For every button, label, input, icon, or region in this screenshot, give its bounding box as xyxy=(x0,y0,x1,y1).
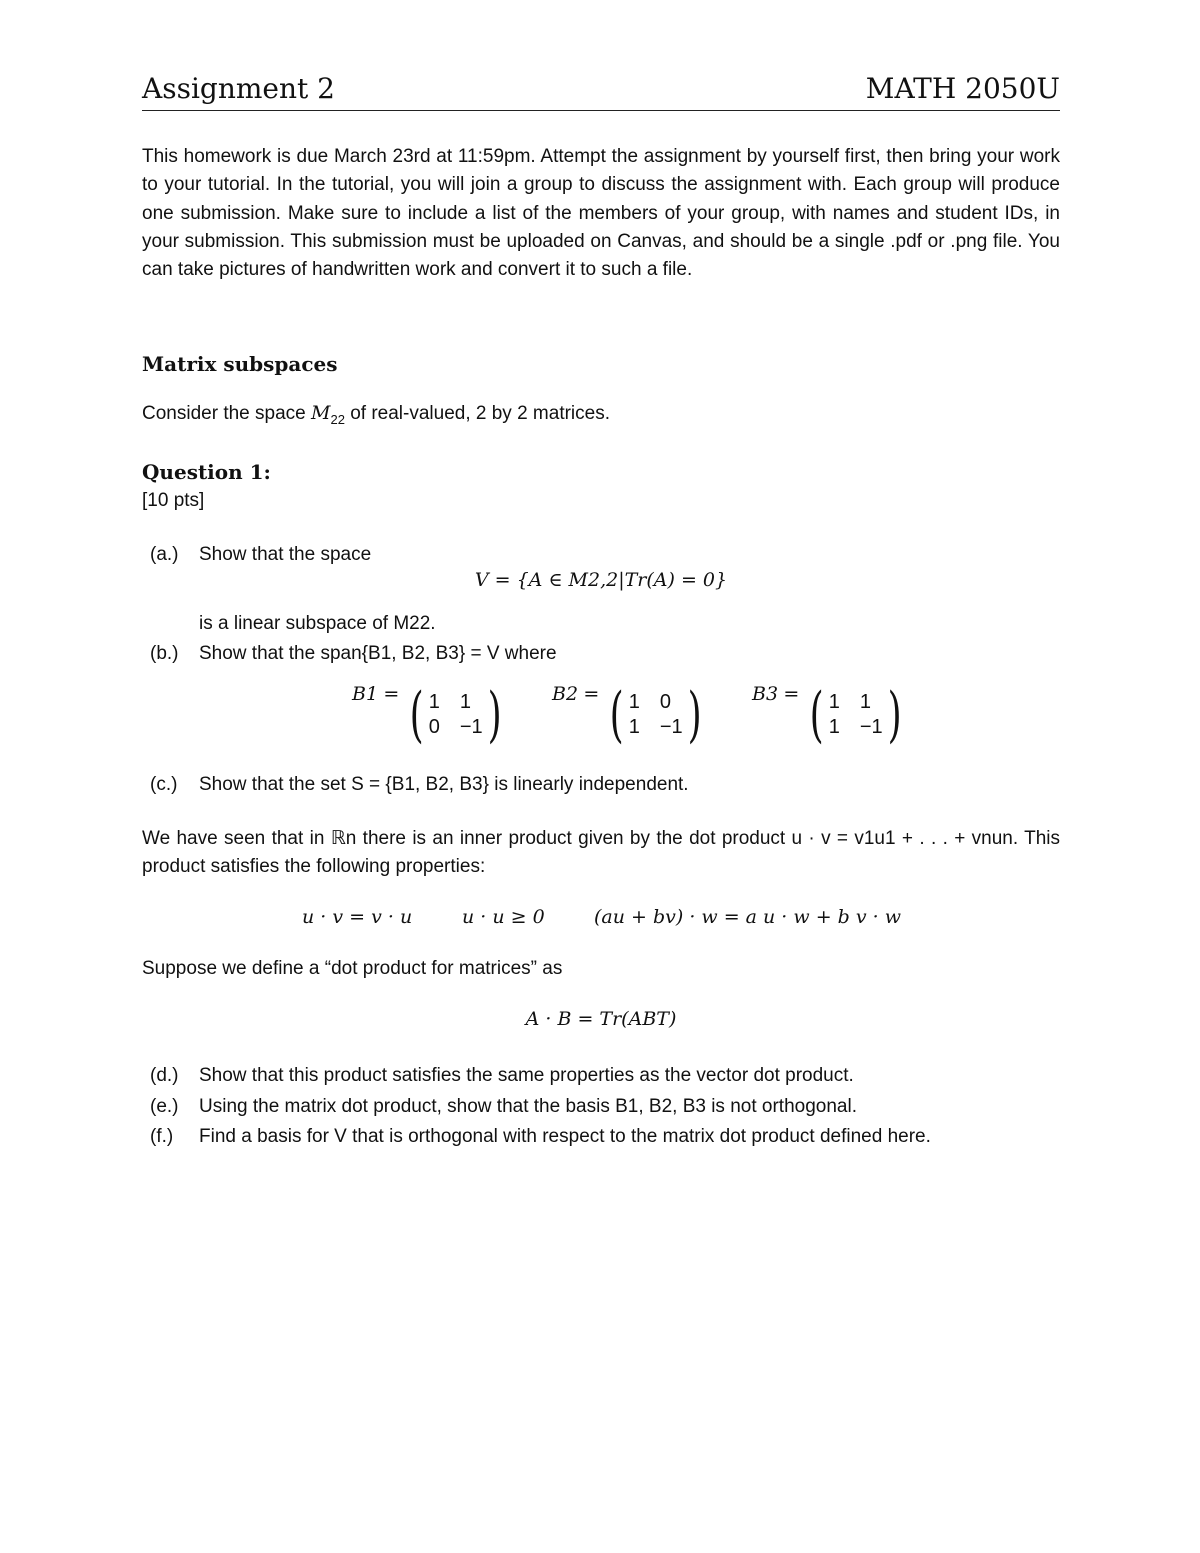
matrix-b1: B1 = ( 1 1 0 −1 ) xyxy=(352,680,502,750)
matrices-row xyxy=(352,680,912,755)
part-c-text: Show that the set S = {B1, B2, B3} is linearly independent. xyxy=(199,774,689,795)
part-d-text: Show that this product satisfies the same properties as the vector dot product. xyxy=(199,1065,854,1086)
matrix-dot-equation: A · B = Tr(ABT) xyxy=(525,1008,677,1030)
part-a-text: Show that the space xyxy=(199,544,372,565)
part-e-text: Using the matrix dot product, show that the basis B1, B2, B3 is not orthogonal. xyxy=(199,1096,857,1117)
property-positive: u · u ≥ 0 xyxy=(462,906,545,928)
part-b-text: Show that the span{B1, B2, B3} = V where xyxy=(199,643,557,664)
part-e-label: (e.) xyxy=(150,1096,179,1117)
course-code: MATH 2050U xyxy=(865,72,1060,105)
inner-product-paragraph: We have seen that in ℝn there is an inner product given by the dot product u · v = v1u1 + . . . + vnun. This product satisfies the following properties: xyxy=(142,828,1060,878)
question-points: [10 pts] xyxy=(142,490,205,511)
part-f-text: Find a basis for V that is orthogonal with respect to the matrix dot product defined here. xyxy=(199,1126,931,1147)
question-title: Question 1: xyxy=(142,460,271,484)
page-header xyxy=(142,68,1060,111)
space-description: Consider the space $M_{22}$ of real-valued, 2 by 2 matrices. xyxy=(142,402,611,427)
part-f-label: (f.) xyxy=(150,1126,174,1147)
assignment-title: Assignment 2 xyxy=(142,72,335,105)
property-commutative: u · v = v · u xyxy=(302,906,413,928)
part-a-equation: V = {A ∈ M2,2|Tr(A) = 0} xyxy=(474,569,728,591)
intro-paragraph: This homework is due March 23rd at 11:59pm. Attempt the assignment by yourself first, then bring your work to your tutorial. In the tutorial, you will join a group to discuss the assignment with. Each group will produce one submission. Make sure to include a list of the members of your group, with names and student IDs, in your submission. This submission must be uploaded on Canvas, and should be a single .pdf or .png file. You can take pictures of handwritten work and convert it to such a file. xyxy=(142,146,1060,281)
part-b-label: (b.) xyxy=(150,643,179,664)
property-linear: (au + bv) · w = a u · w + b v · w xyxy=(594,906,901,928)
matrix-dot-intro: Suppose we define a “dot product for matrices” as xyxy=(142,958,563,979)
part-c-label: (c.) xyxy=(150,774,178,795)
matrix-b2: B2 = ( 1 0 1 −1 ) xyxy=(552,680,702,750)
part-d-label: (d.) xyxy=(150,1065,179,1086)
part-a-label: (a.) xyxy=(150,544,179,565)
matrix-b3: B3 = ( 1 1 1 −1 ) xyxy=(752,680,902,750)
section-title: Matrix subspaces xyxy=(142,352,338,376)
